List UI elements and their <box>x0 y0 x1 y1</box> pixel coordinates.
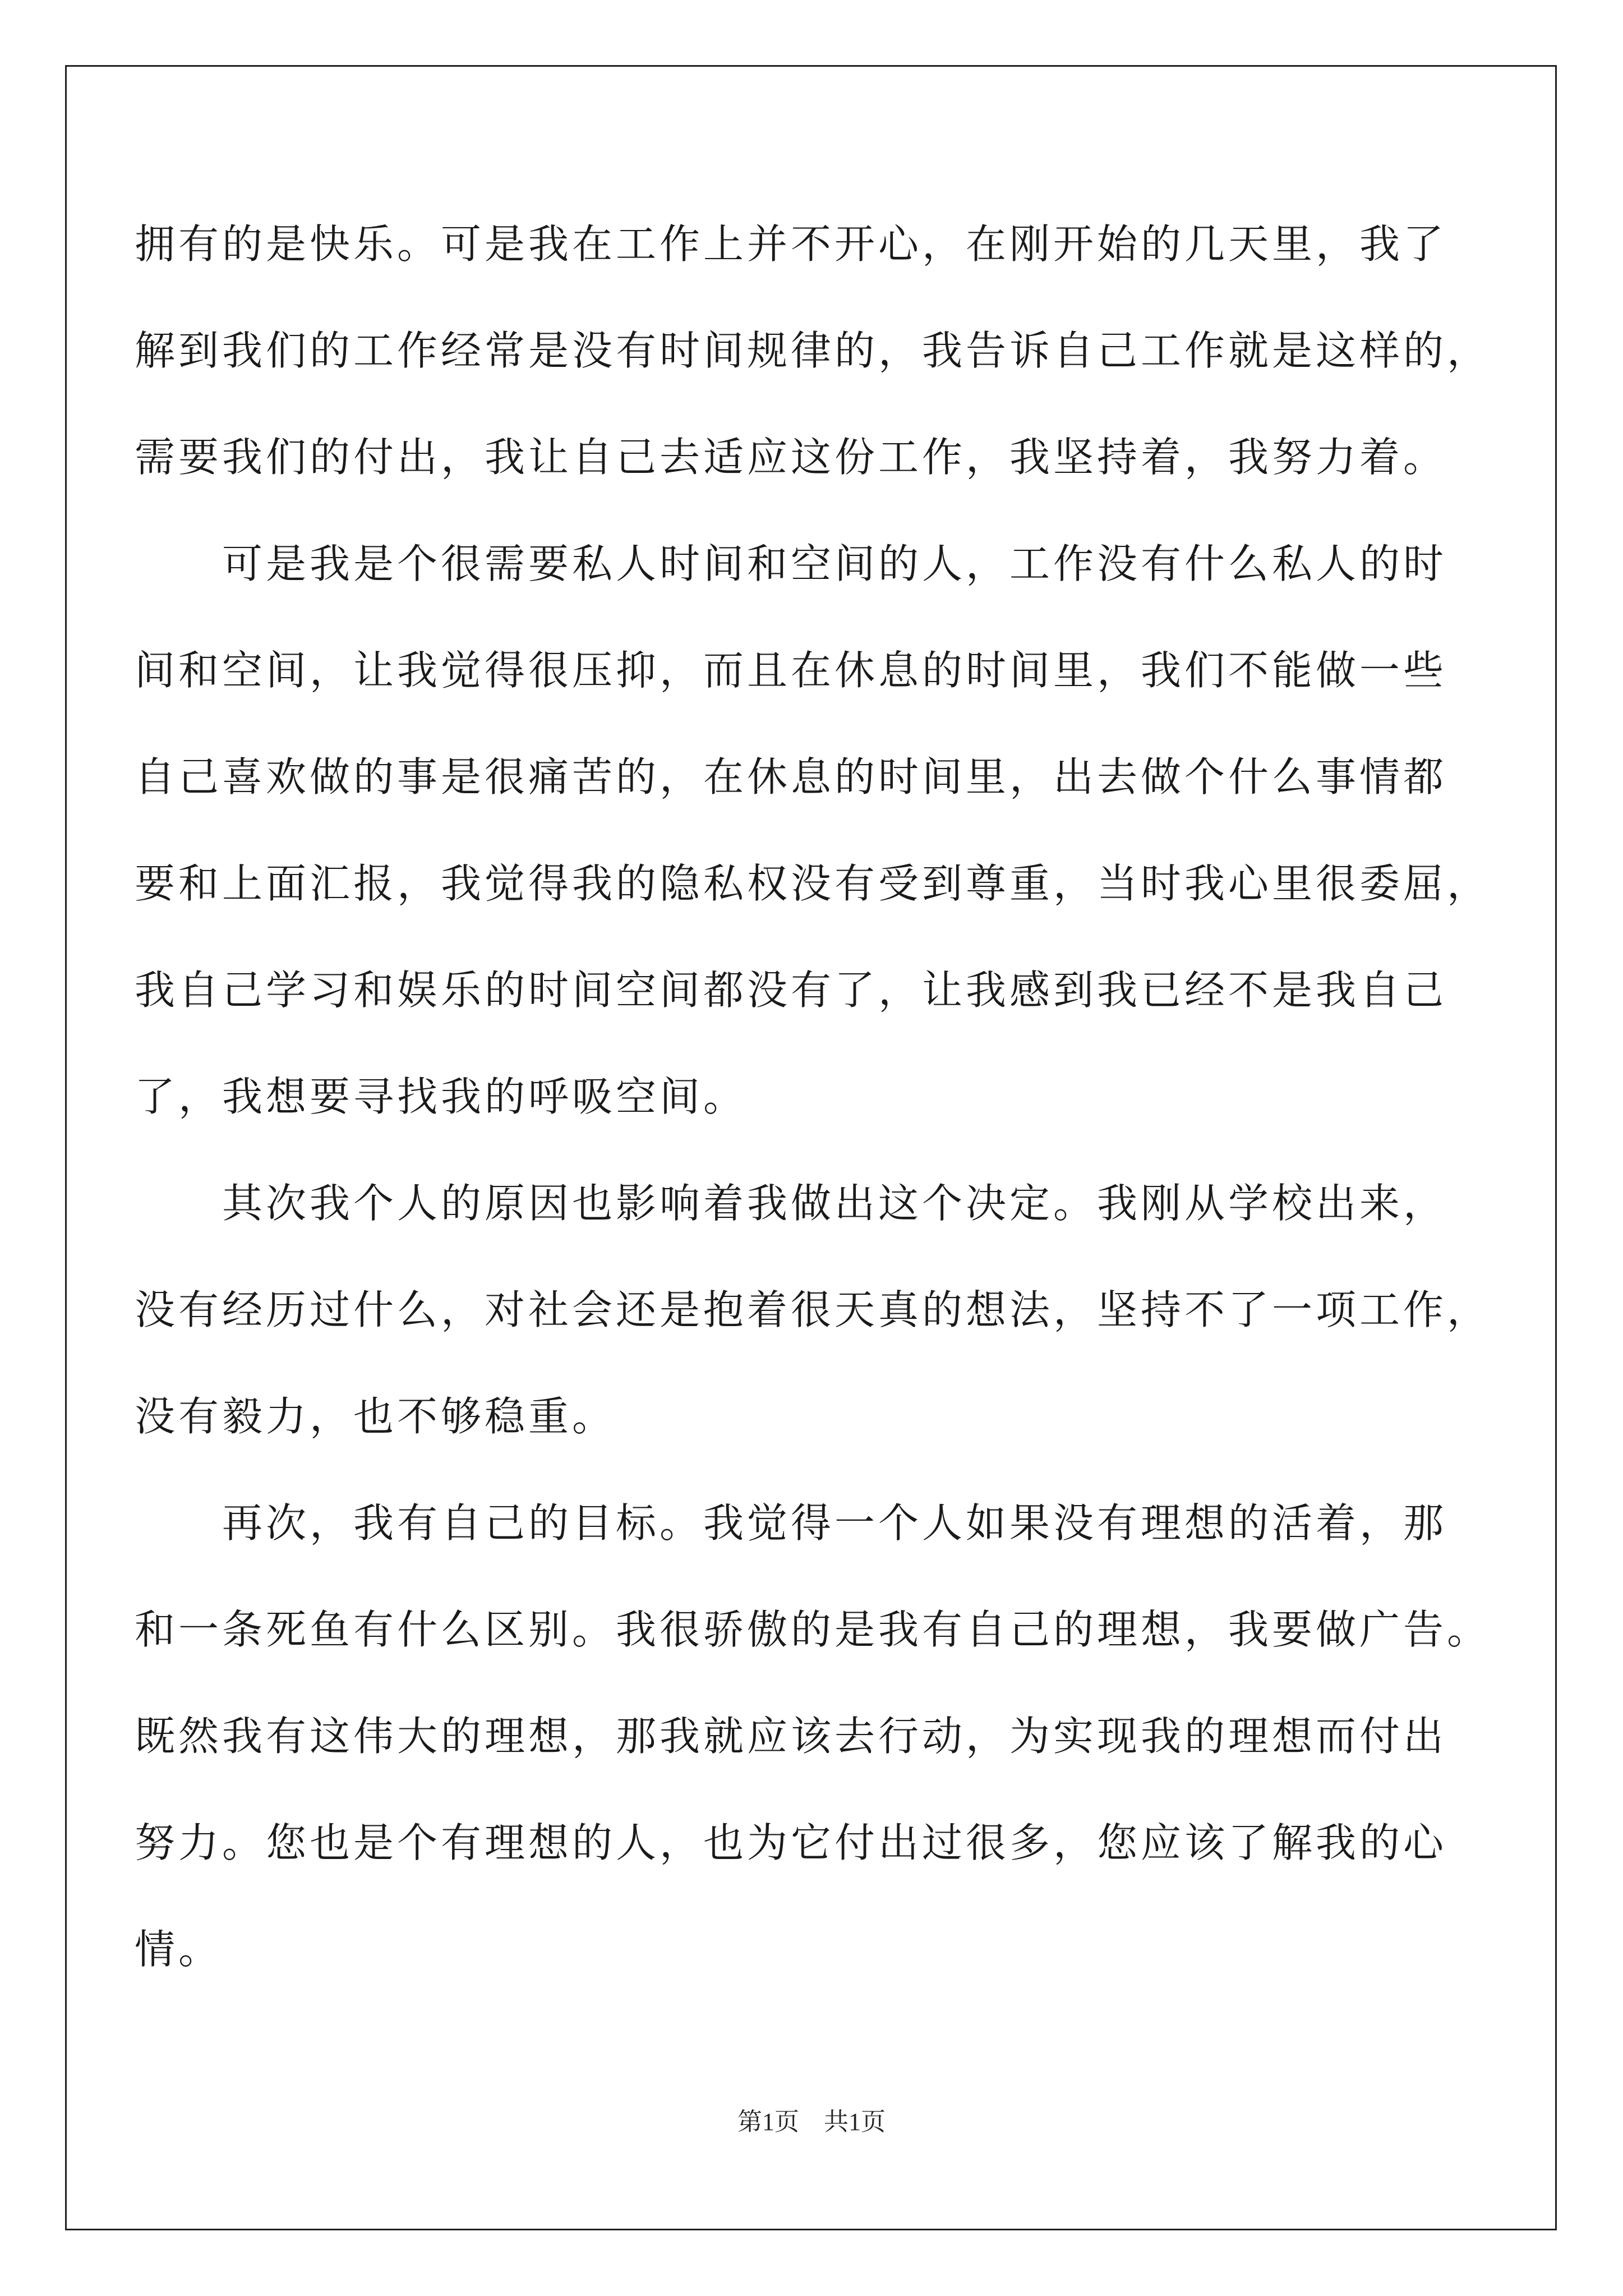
paragraph <box>135 510 1492 1150</box>
paragraph <box>135 191 1492 510</box>
text-line: 没有经历过什么，对社会还是抱着很天真的想法，坚持不了一项工作， <box>135 1286 1491 1333</box>
document-body <box>135 191 1492 2003</box>
text-line: 和一条死鱼有什么区别。我很骄傲的是我有自己的理想，我要做广告。 <box>135 1606 1491 1653</box>
text-line: 间和空间，让我觉得很压抑，而且在休息的时间里，我们不能做一些 <box>135 647 1447 694</box>
text-line: 情。 <box>135 1926 223 1973</box>
text-line: 努力。您也是个有理想的人，也为它付出过很多，您应该了解我的心 <box>135 1819 1447 1866</box>
text-line: 拥有的是快乐。可是我在工作上并不开心，在刚开始的几天里，我了 <box>135 220 1447 268</box>
text-line: 了，我想要寻找我的呼吸空间。 <box>135 1073 748 1120</box>
text-line: 没有毅力，也不够稳重。 <box>135 1393 616 1440</box>
text-line: 我自己学习和娱乐的时间空间都没有了，让我感到我已经不是我自己 <box>135 967 1447 1014</box>
text-line: 其次我个人的原因也影响着我做出这个决定。我刚从学校出来， <box>135 1180 1447 1227</box>
paragraph <box>135 1150 1492 1470</box>
text-line: 要和上面汇报，我觉得我的隐私权没有受到尊重，当时我心里很委屈， <box>135 860 1491 907</box>
text-line: 再次，我有自己的目标。我觉得一个人如果没有理想的活着，那 <box>135 1499 1447 1547</box>
text-line: 自己喜欢做的事是很痛苦的，在休息的时间里，出去做个什么事情都 <box>135 753 1447 800</box>
text-line: 既然我有这伟大的理想，那我就应该去行动，为实现我的理想而付出 <box>135 1713 1447 1760</box>
paragraph <box>135 1470 1492 2003</box>
text-line: 可是我是个很需要私人时间和空间的人，工作没有什么私人的时 <box>135 540 1447 587</box>
page-number-footer: 第1页 共1页 <box>737 2108 886 2136</box>
text-line: 需要我们的付出，我让自己去适应这份工作，我坚持着，我努力着。 <box>135 434 1447 481</box>
text-line: 解到我们的工作经常是没有时间规律的，我告诉自己工作就是这样的， <box>135 327 1491 374</box>
